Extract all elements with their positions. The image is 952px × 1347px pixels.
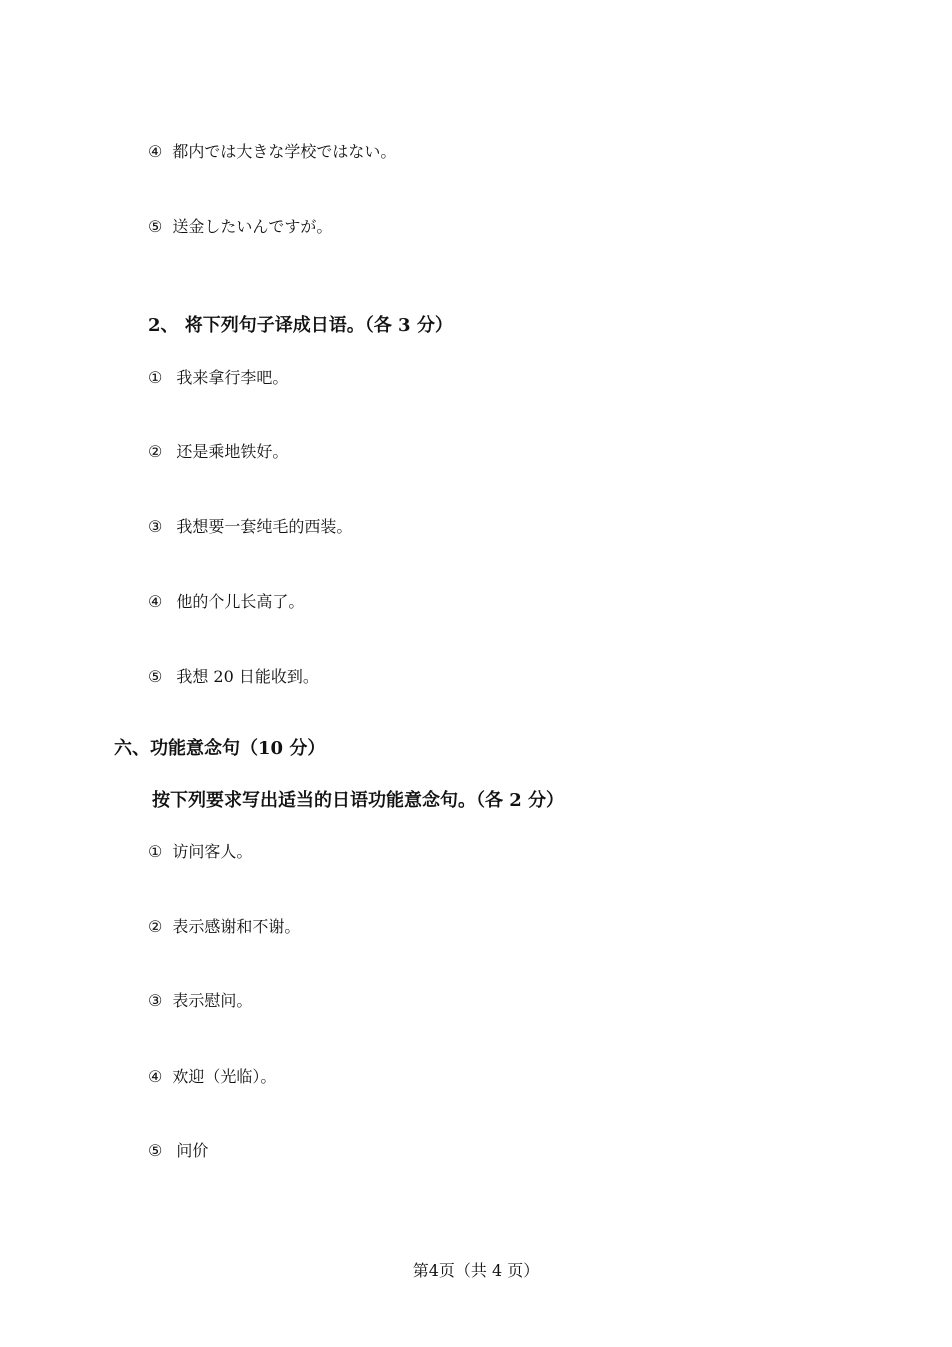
item-text: 表示慰问。 <box>172 991 253 1010</box>
list-item <box>148 667 319 687</box>
list-item <box>148 1067 276 1087</box>
part-instruction: 按下列要求写出适当的日语功能意念句。（各 2 分） <box>152 790 565 811</box>
item-text: 送金したいんですが。 <box>172 217 333 236</box>
item-number: ③ <box>148 517 163 536</box>
item-number: ④ <box>148 142 163 161</box>
item-text: 我想要一套纯毛的西装。 <box>176 517 353 536</box>
list-item <box>148 917 300 937</box>
item-text: 我来拿行李吧。 <box>176 368 289 387</box>
item-text: 他的个儿长高了。 <box>176 592 305 611</box>
item-number: ② <box>148 917 163 936</box>
list-item <box>148 842 252 862</box>
item-text: 我想 20 日能收到。 <box>176 667 319 686</box>
list-item <box>148 442 288 462</box>
item-number: ④ <box>148 592 163 611</box>
list-item <box>148 517 352 537</box>
section-heading: 2、 将下列句子译成日语。（各 3 分） <box>148 315 453 336</box>
list-item <box>148 991 252 1011</box>
list-item <box>148 592 304 612</box>
item-number: ② <box>148 442 163 461</box>
item-text: 表示感谢和不谢。 <box>172 917 301 936</box>
list-item <box>148 1141 208 1161</box>
item-number: ① <box>148 368 163 387</box>
item-number: ⑤ <box>148 1141 163 1160</box>
item-text: 访问客人。 <box>172 842 253 861</box>
item-number: ④ <box>148 1067 163 1086</box>
item-number: ① <box>148 842 163 861</box>
list-item <box>148 217 332 237</box>
item-number: ③ <box>148 991 163 1010</box>
list-item <box>148 368 288 388</box>
item-text: 都内では大きな学校ではない。 <box>172 142 397 161</box>
part-heading: 六、功能意念句（10 分） <box>114 738 326 759</box>
item-number: ⑤ <box>148 667 163 686</box>
item-text: 还是乘地铁好。 <box>176 442 289 461</box>
list-item <box>148 142 396 162</box>
page-footer: 第4页（共 4 页） <box>412 1261 540 1280</box>
item-text: 问价 <box>176 1141 209 1160</box>
item-text: 欢迎（光临）。 <box>172 1067 277 1086</box>
item-number: ⑤ <box>148 217 163 236</box>
